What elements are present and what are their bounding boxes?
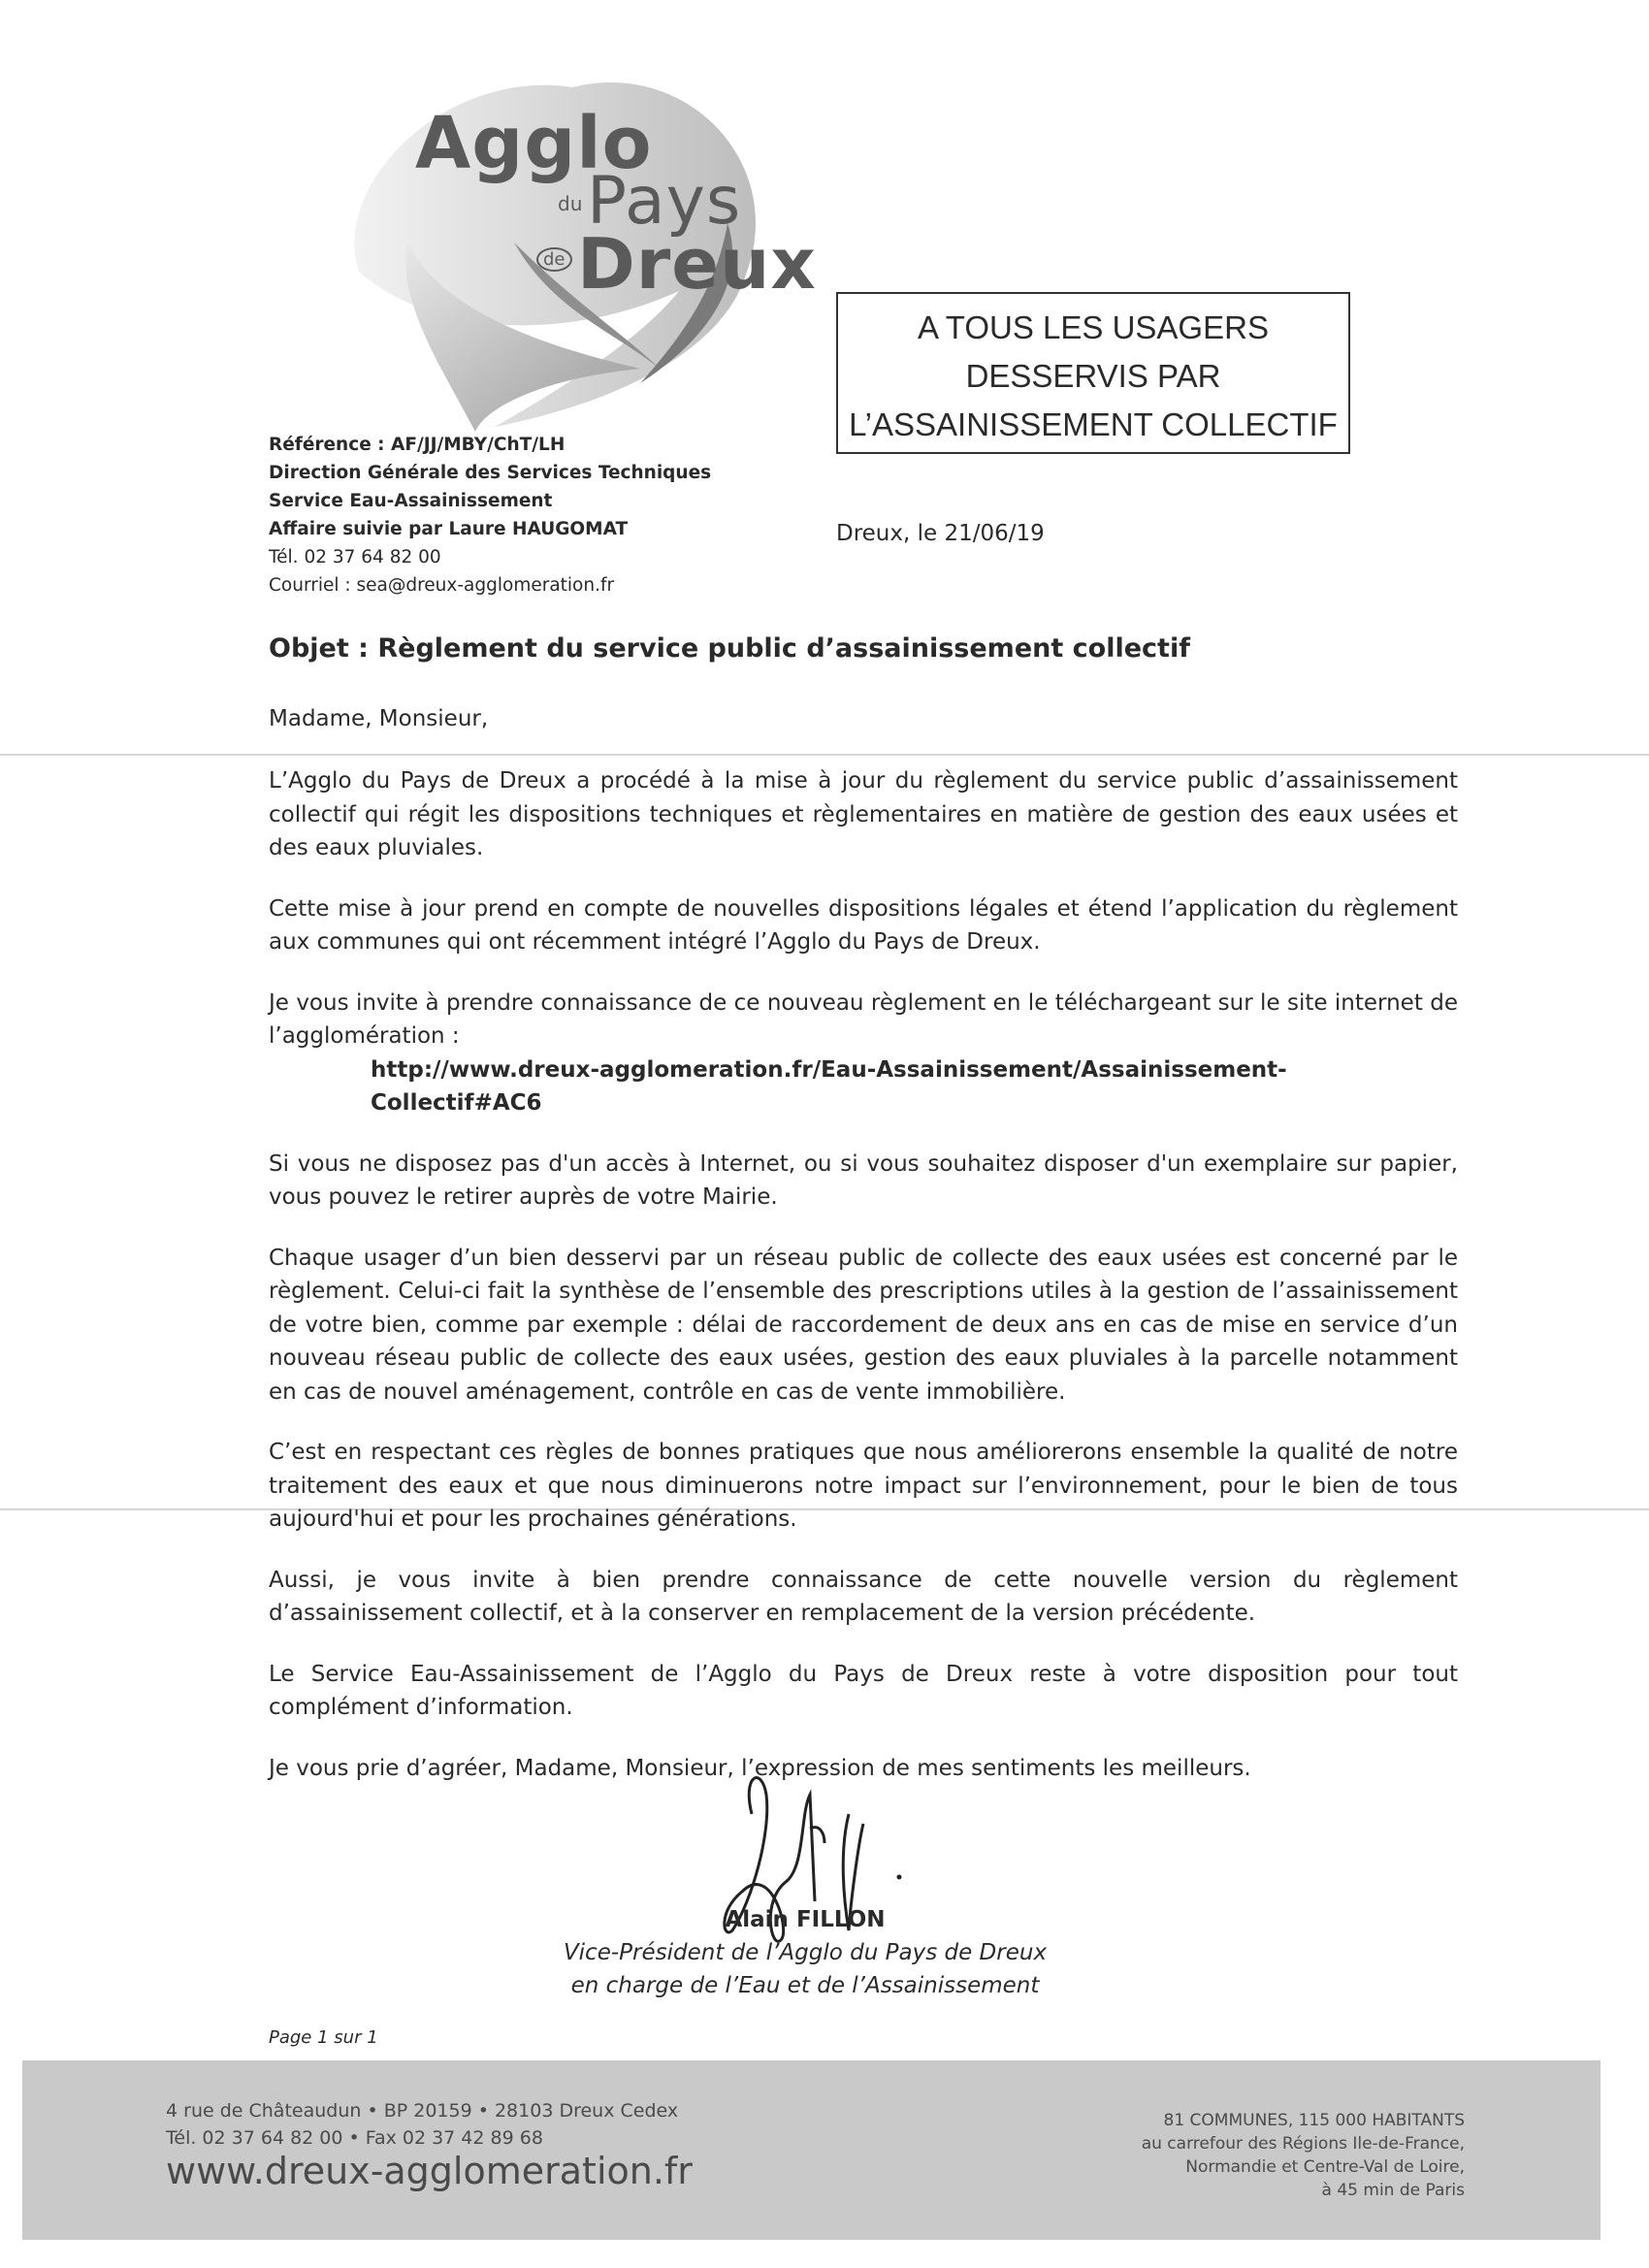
download-url[interactable]: http://www.dreux-agglomeration.fr/Eau-Assainissement/Assainissement-Collectif#AC6 — [371, 1056, 1287, 1116]
paragraph: Aussi, je vous invite à bien prendre connaissance de cette nouvelle version du règlement d’assainissement collectif, et à la conserver en remplacement de la version précédente. — [269, 1567, 1458, 1626]
recipients-line-2: DESSERVIS PAR — [965, 358, 1221, 394]
footer-phone: Tél. 02 37 64 82 00 • Fax 02 37 42 89 68 — [166, 2127, 543, 2149]
letter-subject: Objet : Règlement du service public d’assainissement collectif — [269, 633, 1190, 664]
logo-text-agglo: Agglo — [415, 102, 653, 185]
paragraph: Le Service Eau-Assainissement de l’Agglo du Pays de Dreux reste à votre disposition pour tout complément d’information. — [269, 1661, 1458, 1720]
paragraph: Chaque usager d’un bien desservi par un réseau public de collecte des eaux usées est concerné par le règlement. Celui-ci fait la synthèse de l’ensemble des prescriptions utiles à la gestion de l’assainissement de votre bien, comme par exemple : délai de raccordement de deux ans en cas de mise en service d’un nouveau réseau public de collecte des eaux usées, gestion des eaux pluviales à la parcelle notamment en cas de nouvel aménagement, contrôle en cas de vente immobilière. — [269, 1245, 1458, 1405]
agglo-logo — [320, 49, 817, 437]
recipients-box — [836, 292, 1350, 454]
affaire-suivie: Affaire suivie par Laure HAUGOMAT — [269, 519, 629, 539]
service-name: Service Eau-Assainissement — [269, 491, 553, 511]
reference-code: Référence : AF/JJ/MBY/ChT/LH — [269, 435, 566, 455]
footer-location: Normandie et Centre-Val de Loire, — [1185, 2157, 1465, 2177]
footer-distance: à 45 min de Paris — [1321, 2181, 1465, 2200]
reference-block — [269, 431, 711, 599]
paragraph: Cette mise à jour prend en compte de nouvelles dispositions légales et étend l’application du règlement aux communes qui ont récemment intégré l’Agglo du Pays de Dreux. — [269, 895, 1458, 955]
recipients-line-1: A TOUS LES USAGERS — [918, 309, 1269, 345]
signer-name: Alain FILLON — [725, 1907, 886, 1932]
email: Courriel : sea@dreux-agglomeration.fr — [269, 575, 615, 596]
footer-location: au carrefour des Régions Ile-de-France, — [1141, 2134, 1465, 2154]
logo-text-de: de — [536, 247, 572, 272]
paragraph: Je vous invite à prendre connaissance de ce nouveau règlement en le téléchargeant sur le site internet de l’agglomération : — [269, 989, 1458, 1049]
signer-role: Vice-Président de l’Agglo du Pays de Dreux — [563, 1940, 1048, 1965]
direction-name: Direction Générale des Services Techniques — [269, 463, 712, 483]
salutation: Madame, Monsieur, — [269, 706, 489, 731]
footer-contact — [166, 2097, 693, 2192]
paragraph: C’est en respectant ces règles de bonnes pratiques que nous améliorerons ensemble la qualité de notre traitement des eaux et que nous diminuerons notre impact sur l’environnement, pour le bien de tous aujourd'hui et pour les prochaines générations. — [269, 1440, 1458, 1532]
paragraph: Si vous ne disposez pas d'un accès à Internet, ou si vous souhaitez disposer d'un exemplaire sur papier, vous pouvez le retirer auprès de votre Mairie. — [269, 1150, 1458, 1210]
logo-text-pays: Pays — [587, 163, 742, 240]
signer-block — [563, 1903, 1048, 2002]
closing-paragraph: Je vous prie d’agréer, Madame, Monsieur, l’expression de mes sentiments les meilleurs. — [269, 1755, 1251, 1781]
fold-line — [0, 754, 1649, 756]
page-number: Page 1 sur 1 — [269, 2027, 378, 2048]
letter-body — [269, 764, 1458, 1812]
footer-communes: 81 COMMUNES, 115 000 HABITANTS — [1163, 2111, 1465, 2130]
footer — [22, 2060, 1600, 2240]
footer-website[interactable]: www.dreux-agglomeration.fr — [166, 2150, 693, 2192]
footer-address: 4 rue de Châteaudun • BP 20159 • 28103 Dreux Cedex — [166, 2100, 679, 2122]
telephone: Tél. 02 37 64 82 00 — [269, 547, 441, 567]
logo-text-dreux: Dreux — [577, 223, 817, 305]
recipients-line-3: L’ASSAINISSEMENT COLLECTIF — [849, 406, 1338, 442]
footer-info — [1142, 2109, 1465, 2202]
signer-role: en charge de l’Eau et de l’Assainissement — [570, 1973, 1040, 1998]
letter-date: Dreux, le 21/06/19 — [836, 521, 1045, 546]
logo-text-du: du — [558, 192, 583, 215]
paragraph: L’Agglo du Pays de Dreux a procédé à la mise à jour du règlement du service public d’assainissement collectif qui régit les dispositions techniques et règlementaires en matière de gestion des eaux usées et des eaux pluviales. — [269, 768, 1458, 860]
